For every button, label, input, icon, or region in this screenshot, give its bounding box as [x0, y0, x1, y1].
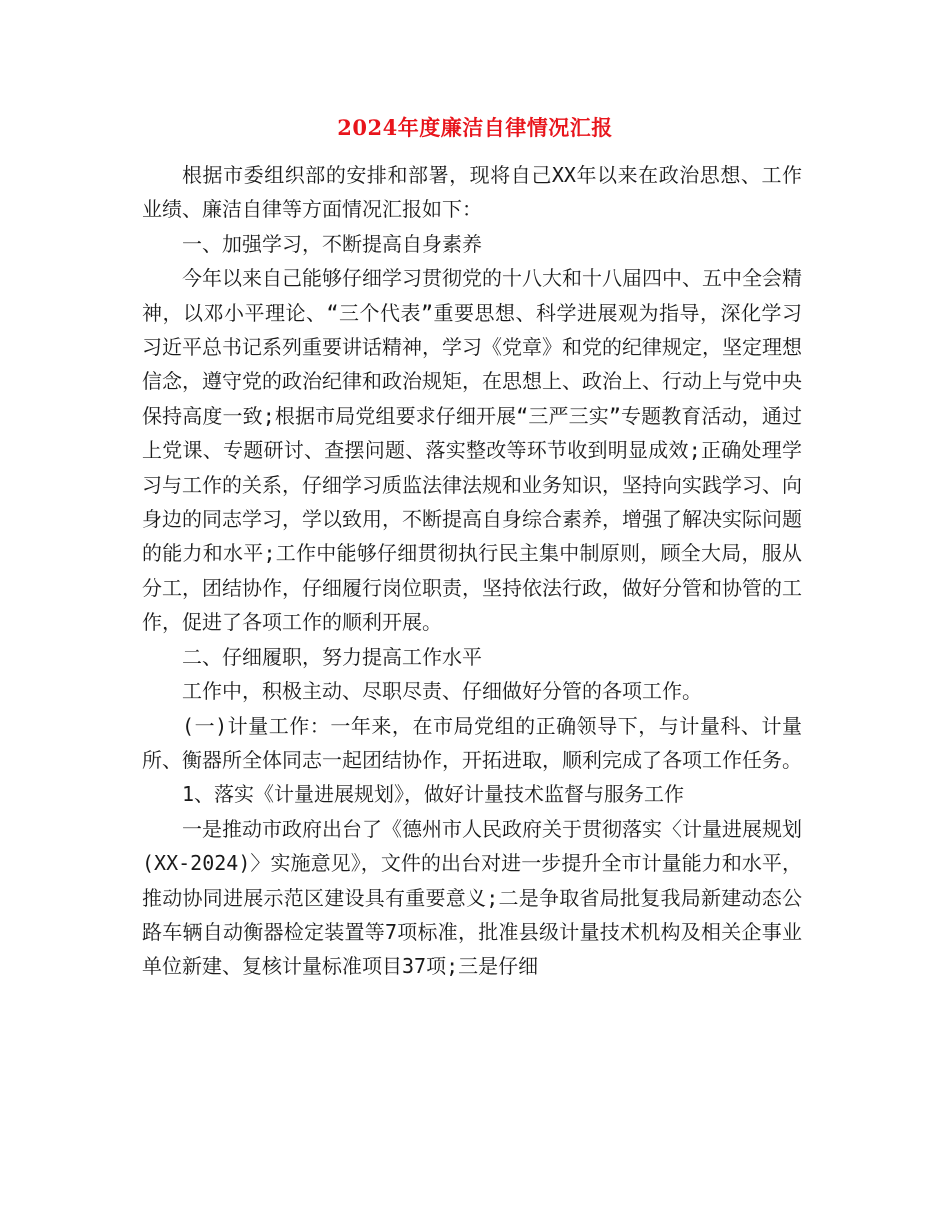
paragraph-study: 今年以来自己能够仔细学习贯彻党的十八大和十八届四中、五中全会精神，以邓小平理论、“三个代表”重要思想、科学进展观为指导，深化学习习近平总书记系列重要讲话精神，学习《党章》和党的纪律规定，坚定理想信念，遵守党的政治纪律和政治规矩，在思想上、政治上、行动上与党中央保持高度一致;根据市局党组要求仔细开展“三严三实”专题教育活动，通过上党课、专题研讨、查摆问题、落实整改等环节收到明显成效;正确处理学习与工作的关系，仔细学习质监法律法规和业务知识，坚持向实践学习、向身边的同志学习，学以致用，不断提高自身综合素养，增强了解决实际问题的能力和水平;工作中能够仔细贯彻执行民主集中制原则，顾全大局，服从分工，团结协作，仔细履行岗位职责，坚持依法行政，做好分管和协管的工作，促进了各项工作的顺利开展。: [142, 266, 802, 635]
paragraph-metrology-plan: 一是推动市政府出台了《德州市人民政府关于贯彻落实〈计量进展规划(XX-2024)〉实施意见》，文件的出台对进一步提升全市计量能力和水平，推动协同进展示范区建设具有重要意义;二是争取省局批复我局新建动态公路车辆自动衡器检定装置等7项标准，批准县级计量技术机构及相关企事业单位新建、复核计量标准项目37项;三是仔细: [142, 816, 802, 979]
section-heading-2: 二、仔细履职，努力提高工作水平: [182, 644, 482, 669]
section-heading-1: 一、加强学习，不断提高自身素养: [182, 231, 482, 256]
document-title: 2024年度廉洁自律情况汇报: [337, 115, 613, 140]
subsection-heading-1: 1、落实《计量进展规划》，做好计量技术监督与服务工作: [182, 782, 685, 807]
document-body: [142, 158, 802, 984]
paragraph-intro: 根据市委组织部的安排和部署，现将自己XX年以来在政治思想、工作业绩、廉洁自律等方面情况汇报如下：: [142, 163, 802, 222]
paragraph-metrology-work: (一)计量工作：一年来，在市局党组的正确领导下，与计量科、计量所、衡器所全体同志一起团结协作，开拓进取，顺利完成了各项工作任务。: [142, 713, 802, 772]
paragraph-duties: 工作中，积极主动、尽职尽责、仔细做好分管的各项工作。: [182, 679, 702, 704]
